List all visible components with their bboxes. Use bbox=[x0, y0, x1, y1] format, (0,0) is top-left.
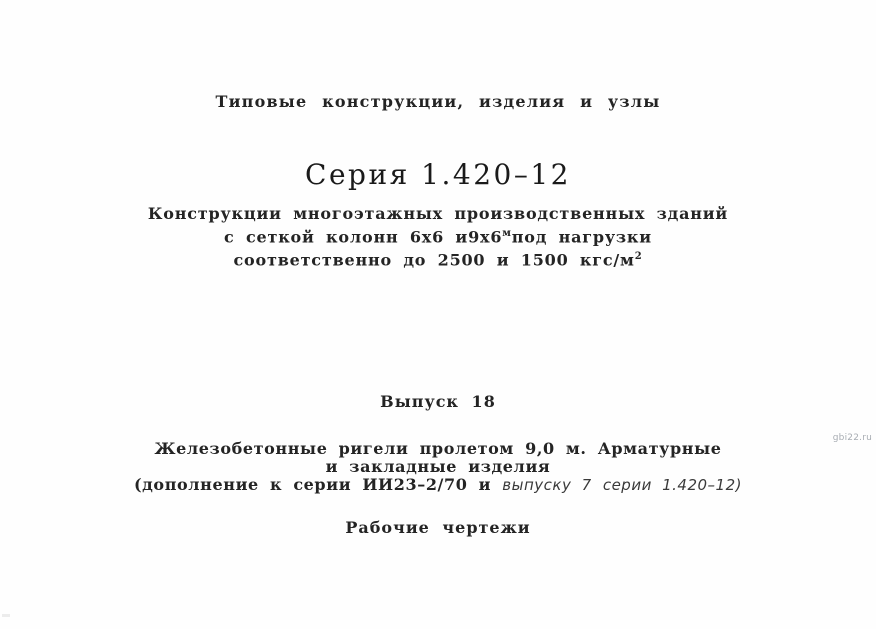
subtitle-line-1: Конструкции многоэтажных производственных зданий bbox=[147, 204, 729, 223]
series-subtitle bbox=[0, 204, 876, 271]
issue-number: Выпуск 18 bbox=[380, 391, 496, 411]
subtitle-line-3: соответственно до 2500 и 1500 кгс/$м^2$ bbox=[233, 250, 643, 270]
squared-superscript: 2 bbox=[634, 251, 643, 263]
series-title: Серия 1.420–12 bbox=[305, 158, 571, 191]
description-line-1: Железобетонные ригели пролетом 9,0 м. Арматурные bbox=[154, 438, 722, 458]
site-watermark: gbi22.ru bbox=[832, 433, 872, 443]
meters-superscript: м bbox=[502, 228, 512, 239]
document-type-line: Рабочие чертежи bbox=[345, 517, 531, 537]
scan-artifact bbox=[2, 614, 10, 617]
description-line-2: и закладные изделия bbox=[325, 456, 551, 476]
subtitle-line-2: с сеткой колонн 6х6 $и9х6^мпод$ нагрузки bbox=[224, 227, 652, 247]
handwritten-series-ref: серии 1.420–12) bbox=[602, 475, 742, 494]
document-category-line: Типовые конструкции, изделия и узлы bbox=[215, 92, 661, 111]
handwritten-issue-ref: выпуску 7 bbox=[502, 475, 592, 494]
description-line-3: (дополнение к серии ИИ23–2/70 и выпуску 7 серии 1.420–12) bbox=[134, 474, 742, 494]
issue-description bbox=[0, 440, 876, 494]
